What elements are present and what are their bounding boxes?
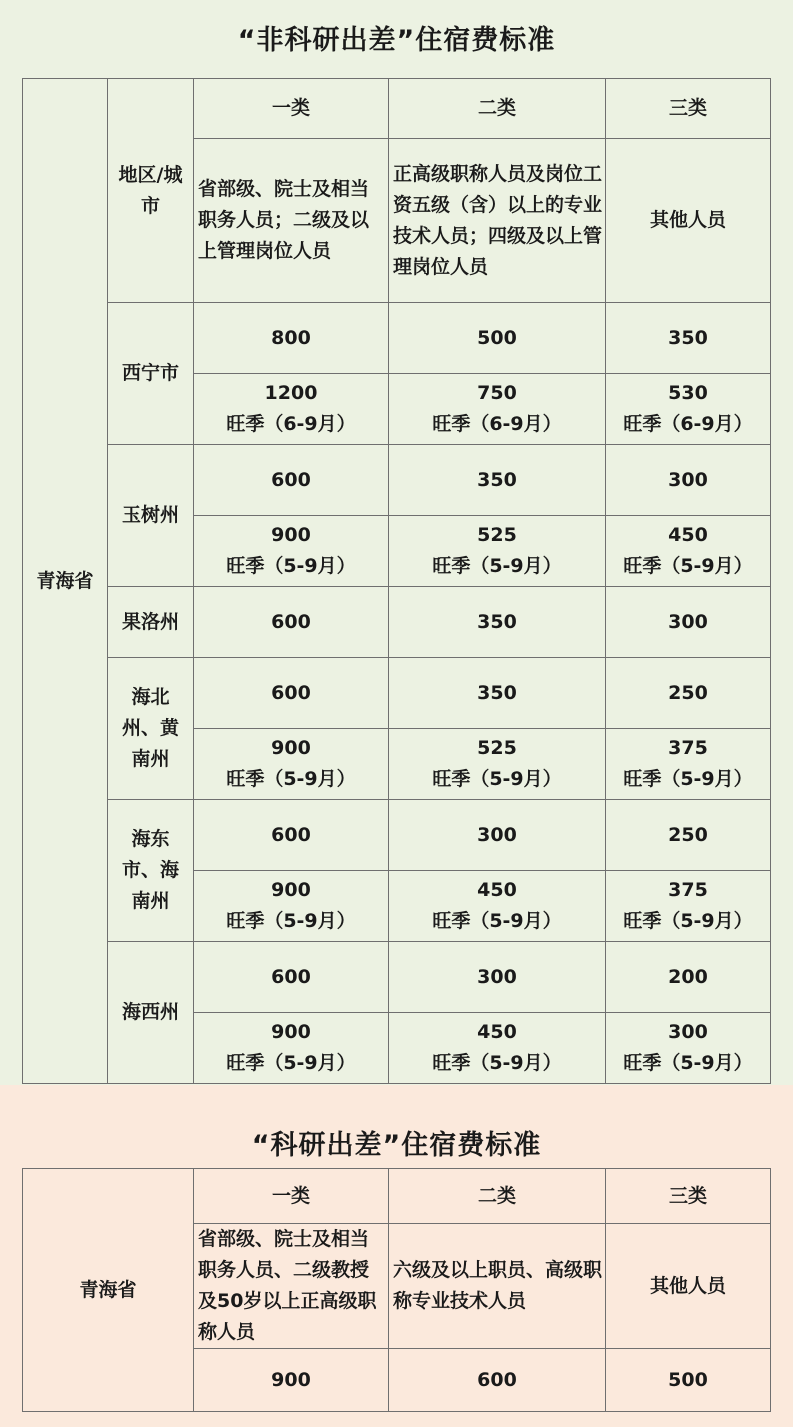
peak-label: 旺季（5-9月） bbox=[432, 768, 562, 790]
non-research-table bbox=[22, 78, 771, 1084]
rate-cell: 200 bbox=[606, 942, 771, 1013]
peak-rate-cell bbox=[389, 871, 606, 942]
peak-rate-value: 375 bbox=[668, 879, 708, 901]
peak-rate-cell bbox=[389, 1013, 606, 1084]
category-2-desc: 正高级职称人员及岗位工资五级（含）以上的专业技术人员；四级及以上管理岗位人员 bbox=[389, 139, 606, 303]
rate-cell: 900 bbox=[194, 1349, 389, 1412]
rate-cell: 300 bbox=[606, 445, 771, 516]
research-title: “科研出差”住宿费标准 bbox=[251, 1130, 542, 1161]
region-cell: 海西州 bbox=[108, 942, 194, 1084]
peak-rate-value: 525 bbox=[477, 524, 517, 546]
peak-label: 旺季（5-9月） bbox=[432, 555, 562, 577]
category-3-desc: 其他人员 bbox=[606, 1224, 771, 1349]
peak-rate-value: 450 bbox=[668, 524, 708, 546]
rate-cell: 600 bbox=[194, 800, 389, 871]
peak-rate-cell bbox=[194, 374, 389, 445]
peak-rate-cell bbox=[606, 516, 771, 587]
peak-label: 旺季（5-9月） bbox=[432, 910, 562, 932]
peak-rate-value: 525 bbox=[477, 737, 517, 759]
peak-label: 旺季（5-9月） bbox=[623, 1052, 753, 1074]
rate-cell: 600 bbox=[194, 445, 389, 516]
peak-rate-cell bbox=[194, 729, 389, 800]
rate-cell: 300 bbox=[606, 587, 771, 658]
rate-cell: 600 bbox=[194, 942, 389, 1013]
peak-rate-value: 750 bbox=[477, 382, 517, 404]
category-2-header: 二类 bbox=[389, 1169, 606, 1224]
rate-cell: 500 bbox=[606, 1349, 771, 1412]
peak-rate-cell bbox=[389, 729, 606, 800]
peak-rate-cell bbox=[194, 1013, 389, 1084]
peak-rate-value: 530 bbox=[668, 382, 708, 404]
rate-cell: 800 bbox=[194, 303, 389, 374]
rate-cell: 300 bbox=[389, 942, 606, 1013]
peak-rate-cell bbox=[389, 516, 606, 587]
region-cell bbox=[108, 800, 194, 942]
category-1-desc: 省部级、院士及相当职务人员；二级及以上管理岗位人员 bbox=[194, 139, 389, 303]
category-2-desc: 六级及以上职员、高级职称专业技术人员 bbox=[389, 1224, 606, 1349]
rate-cell: 350 bbox=[389, 445, 606, 516]
peak-rate-value: 900 bbox=[271, 524, 311, 546]
category-1-header: 一类 bbox=[194, 1169, 389, 1224]
peak-rate-cell bbox=[194, 516, 389, 587]
peak-rate-value: 450 bbox=[477, 1021, 517, 1043]
peak-label: 旺季（5-9月） bbox=[226, 1052, 356, 1074]
category-1-desc: 省部级、院士及相当职务人员、二级教授及50岁以上正高级职称人员 bbox=[194, 1224, 389, 1349]
region-cell bbox=[108, 658, 194, 800]
peak-label: 旺季（6-9月） bbox=[432, 413, 562, 435]
rate-cell: 350 bbox=[389, 587, 606, 658]
peak-rate-value: 375 bbox=[668, 737, 708, 759]
research-table bbox=[22, 1168, 771, 1412]
category-2-header: 二类 bbox=[389, 79, 606, 139]
peak-rate-value: 900 bbox=[271, 879, 311, 901]
non-research-title: “非科研出差”住宿费标准 bbox=[237, 25, 556, 56]
peak-label: 旺季（5-9月） bbox=[623, 910, 753, 932]
peak-label: 旺季（5-9月） bbox=[226, 768, 356, 790]
peak-rate-value: 900 bbox=[271, 1021, 311, 1043]
category-3-desc: 其他人员 bbox=[606, 139, 771, 303]
province-cell: 青海省 bbox=[23, 1169, 194, 1412]
peak-rate-value: 450 bbox=[477, 879, 517, 901]
peak-label: 旺季（5-9月） bbox=[226, 555, 356, 577]
peak-rate-cell bbox=[606, 374, 771, 445]
peak-label: 旺季（6-9月） bbox=[226, 413, 356, 435]
peak-label: 旺季（5-9月） bbox=[226, 910, 356, 932]
peak-rate-cell bbox=[606, 871, 771, 942]
rate-cell: 600 bbox=[194, 587, 389, 658]
peak-label: 旺季（5-9月） bbox=[623, 768, 753, 790]
rate-cell: 500 bbox=[389, 303, 606, 374]
region-header bbox=[108, 79, 194, 303]
region-cell: 果洛州 bbox=[108, 587, 194, 658]
province-cell: 青海省 bbox=[23, 79, 108, 1084]
rate-cell: 350 bbox=[606, 303, 771, 374]
category-3-header: 三类 bbox=[606, 79, 771, 139]
peak-rate-value: 300 bbox=[668, 1021, 708, 1043]
peak-rate-value: 900 bbox=[271, 737, 311, 759]
region-cell: 玉树州 bbox=[108, 445, 194, 587]
category-1-header: 一类 bbox=[194, 79, 389, 139]
region-text: 海北州、黄南州 bbox=[121, 686, 179, 770]
rate-cell: 300 bbox=[389, 800, 606, 871]
rate-cell: 250 bbox=[606, 658, 771, 729]
peak-rate-cell bbox=[389, 374, 606, 445]
peak-rate-cell bbox=[194, 871, 389, 942]
category-3-header: 三类 bbox=[606, 1169, 771, 1224]
rate-cell: 350 bbox=[389, 658, 606, 729]
peak-label: 旺季（5-9月） bbox=[432, 1052, 562, 1074]
peak-rate-cell bbox=[606, 729, 771, 800]
rate-cell: 600 bbox=[389, 1349, 606, 1412]
peak-label: 旺季（6-9月） bbox=[623, 413, 753, 435]
peak-rate-cell bbox=[606, 1013, 771, 1084]
region-header-text: 地区/城市 bbox=[118, 163, 183, 217]
region-cell: 西宁市 bbox=[108, 303, 194, 445]
rate-cell: 250 bbox=[606, 800, 771, 871]
peak-rate-value: 1200 bbox=[264, 382, 318, 404]
peak-label: 旺季（5-9月） bbox=[623, 555, 753, 577]
region-text: 海东市、海南州 bbox=[121, 828, 179, 912]
rate-cell: 600 bbox=[194, 658, 389, 729]
